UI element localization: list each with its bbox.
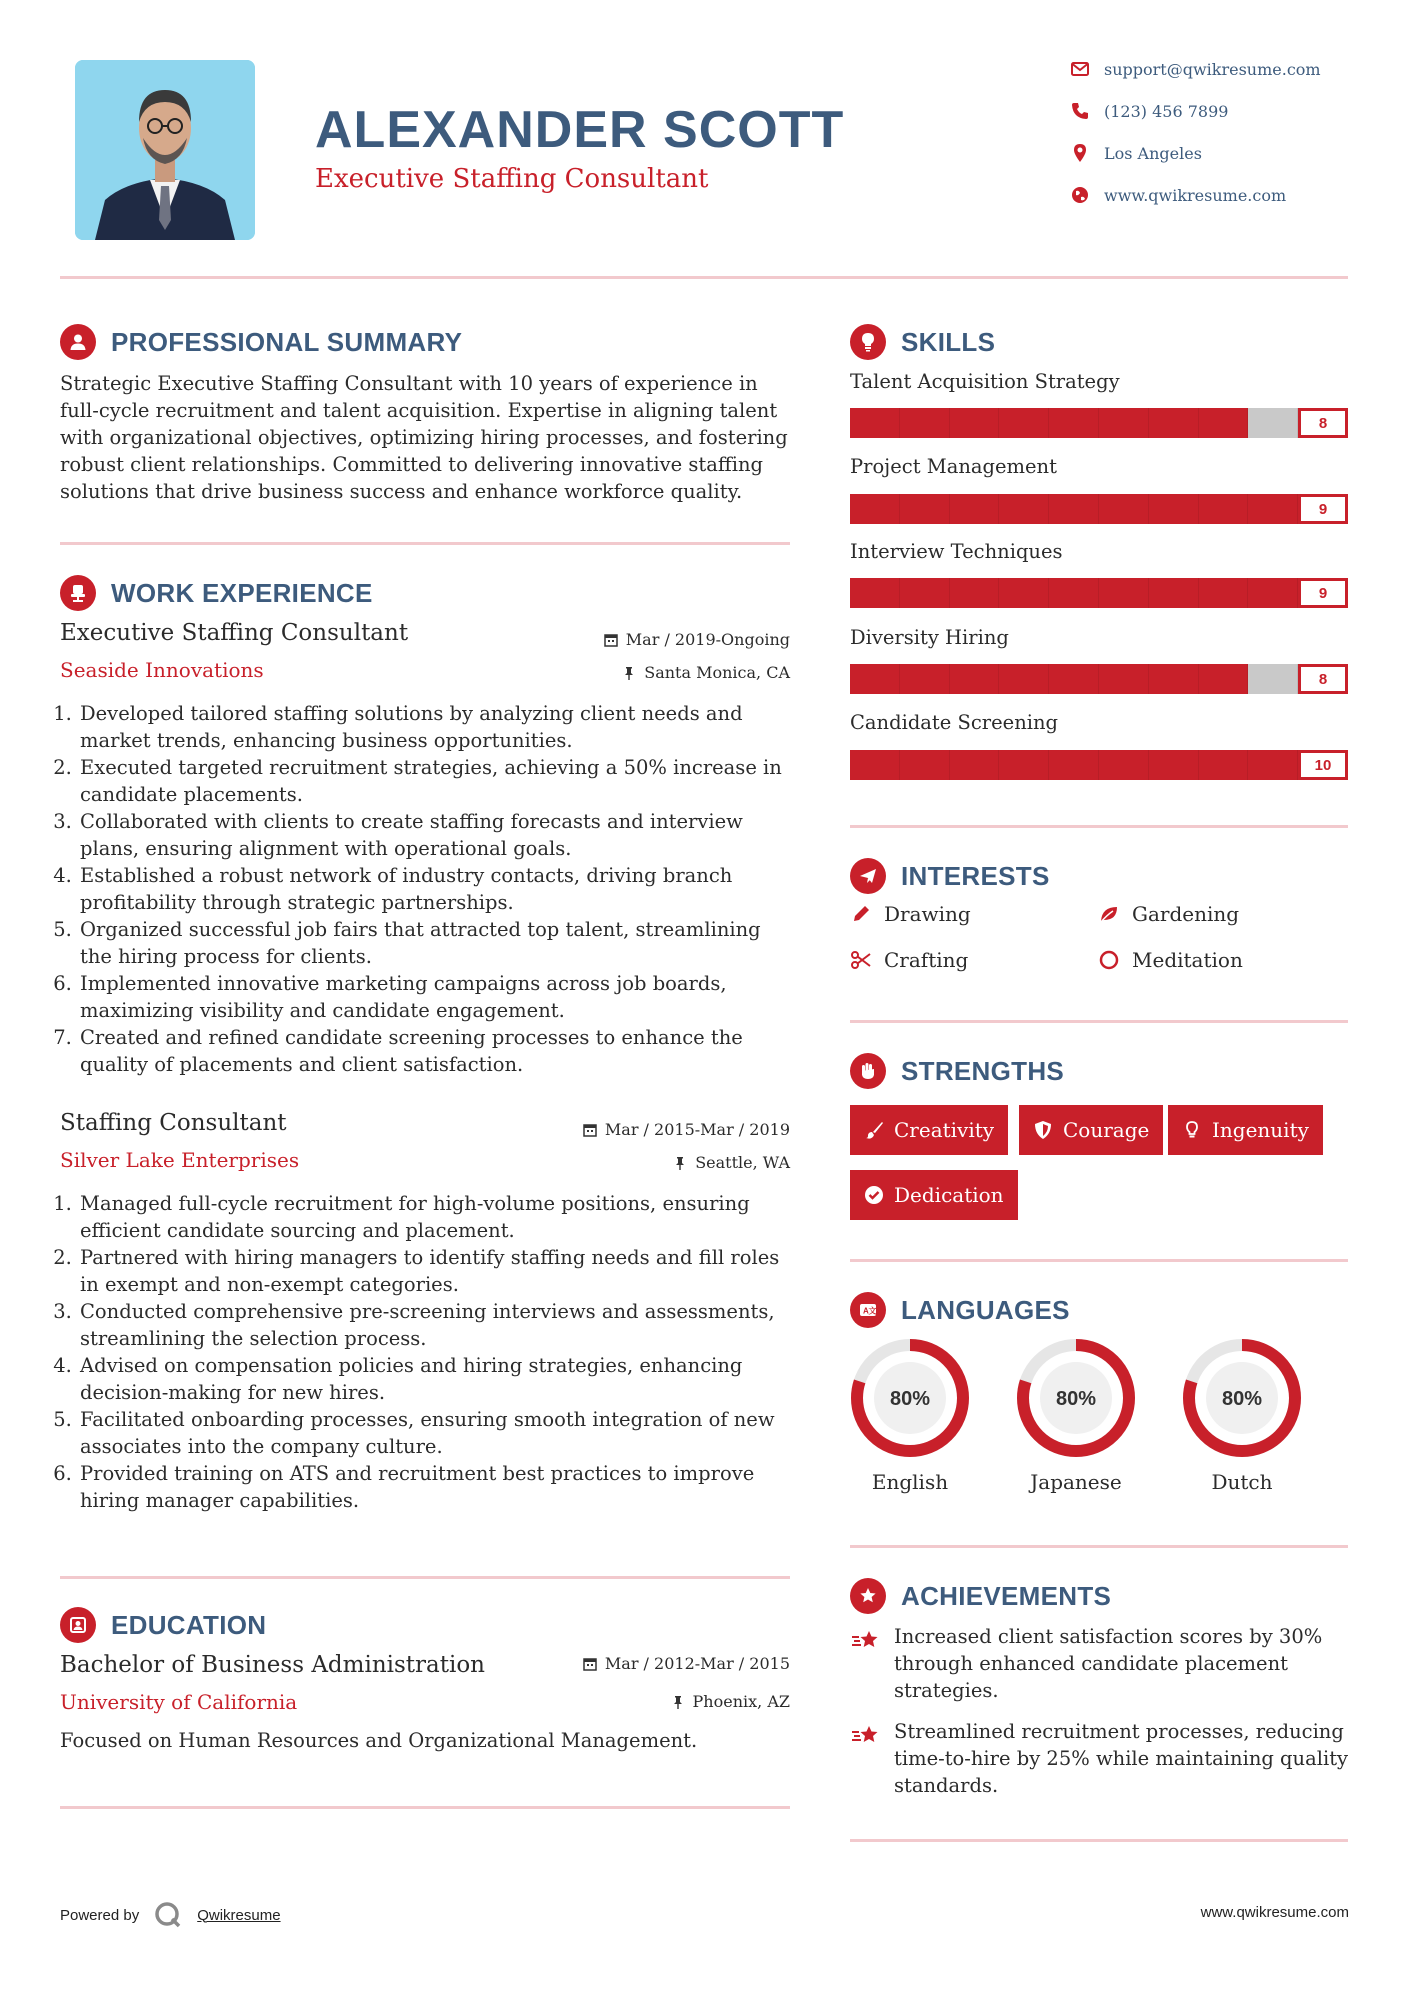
skill-bar [850, 494, 1348, 524]
job-dates-text: Mar / 2015-Mar / 2019 [604, 1120, 790, 1139]
skill-bar [850, 750, 1348, 780]
svg-text:A: A [863, 1306, 869, 1316]
pencil-icon [850, 903, 872, 925]
strength-label: Creativity [894, 1118, 995, 1142]
education-header [60, 1652, 790, 1722]
list-item: 4. Advised on compensation policies and hiring strategies, enhancing decision-making for new hires. [78, 1352, 790, 1406]
lightbulb-icon [1182, 1120, 1202, 1140]
strengths-heading [850, 1053, 1064, 1089]
list-item: 4. Established a robust network of industry contacts, driving branch profitability through strategic partnerships. [78, 862, 790, 916]
skills-heading-text: SKILLS [901, 326, 996, 357]
job-role: Executive Staffing Consultant [60, 620, 409, 646]
language-item [1014, 1336, 1138, 1494]
list-item: 1. Developed tailored staffing solutions by analyzing client needs and market trends, enhancing business opportunities. [78, 700, 790, 754]
interest-label: Gardening [1132, 902, 1240, 926]
lightbulb-icon [850, 324, 886, 360]
interest-item [850, 902, 971, 926]
list-item: 3. Collaborated with clients to create staffing forecasts and interview plans, ensuring alignment with operational goals. [78, 808, 790, 862]
strength-label: Dedication [894, 1183, 1004, 1207]
job-company: Seaside Innovations [60, 658, 264, 682]
languages-heading [850, 1292, 1070, 1328]
education-description: Focused on Human Resources and Organizational Management. [60, 1729, 698, 1752]
shield-icon [1033, 1120, 1053, 1140]
language-percent: 80% [1055, 1388, 1097, 1410]
job-company: Silver Lake Enterprises [60, 1148, 300, 1172]
contact-phone-text: (123) 456 7899 [1104, 101, 1229, 121]
profile-photo [75, 60, 255, 240]
interest-item [1098, 902, 1239, 926]
pushpin-icon [673, 1156, 687, 1170]
strength-label: Ingenuity [1212, 1118, 1309, 1142]
globe-icon [1070, 185, 1090, 205]
list-item: 1. Managed full-cycle recruitment for high-volume positions, ensuring efficient candidate sourcing and placement. [78, 1190, 790, 1244]
circle-icon [1098, 949, 1120, 971]
list-item: 6. Provided training on ATS and recruitment best practices to improve hiring manager capabilities. [78, 1460, 790, 1514]
calendar-icon [583, 1123, 597, 1137]
contact-email-text: support@qwikresume.com [1104, 59, 1321, 79]
qwikresume-logo-icon [153, 1900, 183, 1930]
education-location-text: Phoenix, AZ [692, 1692, 790, 1711]
achievements-divider [850, 1839, 1348, 1842]
strengths-divider [850, 1259, 1348, 1262]
header-divider [60, 276, 1348, 279]
star-badge-icon [850, 1578, 886, 1614]
job-location-text: Seattle, WA [695, 1153, 790, 1172]
skill-bar [850, 408, 1348, 438]
language-donut [1180, 1336, 1304, 1460]
list-item: 2. Executed targeted recruitment strategies, achieving a 50% increase in candidate placements. [78, 754, 790, 808]
education-divider [60, 1806, 790, 1809]
candidate-name: ALEXANDER SCOTT [315, 101, 845, 159]
footer-powered-by [60, 1900, 281, 1930]
achievement-text: Increased client satisfaction scores by 30% through enhanced candidate placement strategies. [894, 1625, 1323, 1702]
achievements-heading-text: ACHIEVEMENTS [901, 1580, 1112, 1611]
strength-chip [1019, 1105, 1163, 1155]
list-item: 7. Created and refined candidate screening processes to enhance the quality of placements and client satisfaction. [78, 1024, 790, 1078]
languages-divider [850, 1545, 1348, 1548]
fist-icon [850, 1053, 886, 1089]
scissors-icon [850, 949, 872, 971]
skill-value: 10 [1298, 750, 1348, 780]
language-donut [848, 1336, 972, 1460]
contact-phone[interactable] [1070, 96, 1228, 126]
location-pin-icon [1070, 143, 1090, 163]
interest-label: Crafting [884, 948, 969, 972]
skill-name: Diversity Hiring [850, 626, 1009, 649]
list-item: 6. Implemented innovative marketing campaigns across job boards, maximizing visibility and candidate engagement. [78, 970, 790, 1024]
list-item: 2. Partnered with hiring managers to identify staffing needs and fill roles in exempt and non-exempt categories. [78, 1244, 790, 1298]
summary-heading-text: PROFESSIONAL SUMMARY [111, 326, 463, 357]
contact-location-text: Los Angeles [1104, 143, 1202, 163]
contact-email[interactable] [1070, 54, 1321, 84]
skill-value: 9 [1298, 494, 1348, 524]
education-school: University of California [60, 1690, 298, 1714]
paintbrush-icon [864, 1120, 884, 1140]
education-heading-text: EDUCATION [111, 1609, 267, 1640]
experience-divider [60, 1576, 790, 1579]
achievements-heading [850, 1578, 1111, 1614]
contact-location [1070, 138, 1202, 168]
language-donut [1014, 1336, 1138, 1460]
contact-website[interactable] [1070, 180, 1286, 210]
language-item [848, 1336, 972, 1494]
phone-icon [1070, 101, 1090, 121]
svg-text:文: 文 [868, 1306, 877, 1316]
experience-heading-text: WORK EXPERIENCE [111, 577, 373, 608]
candidate-title: Executive Staffing Consultant [315, 164, 709, 194]
language-percent: 80% [1221, 1388, 1263, 1410]
check-circle-icon [864, 1185, 884, 1205]
language-item [1180, 1336, 1304, 1494]
pushpin-icon [622, 666, 636, 680]
skill-name: Talent Acquisition Strategy [850, 370, 1120, 393]
experience-heading [60, 575, 373, 611]
job-location [673, 1153, 790, 1172]
skill-name: Candidate Screening [850, 711, 1059, 734]
footer-powered-text: Powered by [60, 1906, 140, 1924]
language-name: Dutch [1211, 1470, 1273, 1494]
envelope-icon [1070, 59, 1090, 79]
skill-value: 8 [1298, 664, 1348, 694]
summary-divider [60, 542, 790, 545]
skill-value: 9 [1298, 578, 1348, 608]
education-location [671, 1692, 790, 1711]
interests-heading-text: INTERESTS [901, 860, 1050, 891]
language-percent: 80% [889, 1388, 931, 1410]
achievement-text: Streamlined recruitment processes, reducing time-to-hire by 25% while maintaining quality standards. [894, 1720, 1349, 1797]
languages-heading-text: LANGUAGES [901, 1294, 1070, 1325]
job-header [60, 620, 790, 690]
achievement-item [850, 1623, 1350, 1704]
calendar-icon [583, 1657, 597, 1671]
office-chair-icon [60, 575, 96, 611]
skill-value: 8 [1298, 408, 1348, 438]
list-item: 3. Conducted comprehensive pre-screening interviews and assessments, streamlining the selection process. [78, 1298, 790, 1352]
strength-label: Courage [1063, 1118, 1150, 1142]
job-header [60, 1110, 790, 1180]
language-name: Japanese [1030, 1470, 1122, 1494]
translate-icon [850, 1292, 886, 1328]
achievement-item [850, 1718, 1350, 1799]
skill-name: Project Management [850, 455, 1057, 478]
contact-website-text: www.qwikresume.com [1104, 185, 1287, 205]
strength-chip [850, 1105, 1008, 1155]
shooting-star-icon [850, 1625, 880, 1655]
interest-label: Meditation [1132, 948, 1243, 972]
language-name: English [871, 1470, 949, 1494]
pushpin-icon [671, 1695, 685, 1709]
education-dates-text: Mar / 2012-Mar / 2015 [604, 1654, 790, 1673]
summary-text: Strategic Executive Staffing Consultant with 10 years of experience in full-cycle recruitment and talent acquisition. Expertise in aligning talent with organizational objectives, optimizing hiring processes, and fostering robust client relationships. Committed to delivering innovative staffing solutions that drive business success and enhance workforce quality. [60, 372, 788, 503]
job-bullets [60, 1190, 790, 1514]
skill-bar [850, 664, 1348, 694]
leaf-icon [1098, 903, 1120, 925]
skill-bar [850, 578, 1348, 608]
footer-brand-link[interactable]: Qwikresume [197, 1906, 281, 1924]
list-item: 5. Facilitated onboarding processes, ensuring smooth integration of new associates into the company culture. [78, 1406, 790, 1460]
graduate-icon [60, 1607, 96, 1643]
job-dates-text: Mar / 2019-Ongoing [625, 630, 790, 649]
interests-heading [850, 858, 1050, 894]
list-item: 5. Organized successful job fairs that attracted top talent, streamlining the hiring process for clients. [78, 916, 790, 970]
summary-heading [60, 324, 462, 360]
skills-divider [850, 825, 1348, 828]
job-location-text: Santa Monica, CA [644, 663, 790, 682]
interests-divider [850, 1020, 1348, 1023]
interest-item [850, 948, 968, 972]
strength-chip [1168, 1105, 1323, 1155]
strengths-heading-text: STRENGTHS [901, 1055, 1065, 1086]
job-location [622, 663, 790, 682]
shooting-star-icon [850, 1720, 880, 1750]
strength-chip [850, 1170, 1018, 1220]
footer-url[interactable]: www.qwikresume.com [1200, 1904, 1349, 1921]
education-degree: Bachelor of Business Administration [60, 1652, 485, 1678]
job-bullets [60, 700, 790, 1078]
job-role: Staffing Consultant [60, 1110, 287, 1136]
calendar-icon [604, 633, 618, 647]
interest-item [1098, 948, 1243, 972]
paper-plane-icon [850, 858, 886, 894]
skills-heading [850, 324, 995, 360]
skill-name: Interview Techniques [850, 540, 1063, 563]
education-heading [60, 1607, 266, 1643]
job-dates [583, 1120, 790, 1139]
job-dates [604, 630, 790, 649]
interest-label: Drawing [884, 902, 971, 926]
education-dates [583, 1654, 790, 1673]
user-icon [60, 324, 96, 360]
